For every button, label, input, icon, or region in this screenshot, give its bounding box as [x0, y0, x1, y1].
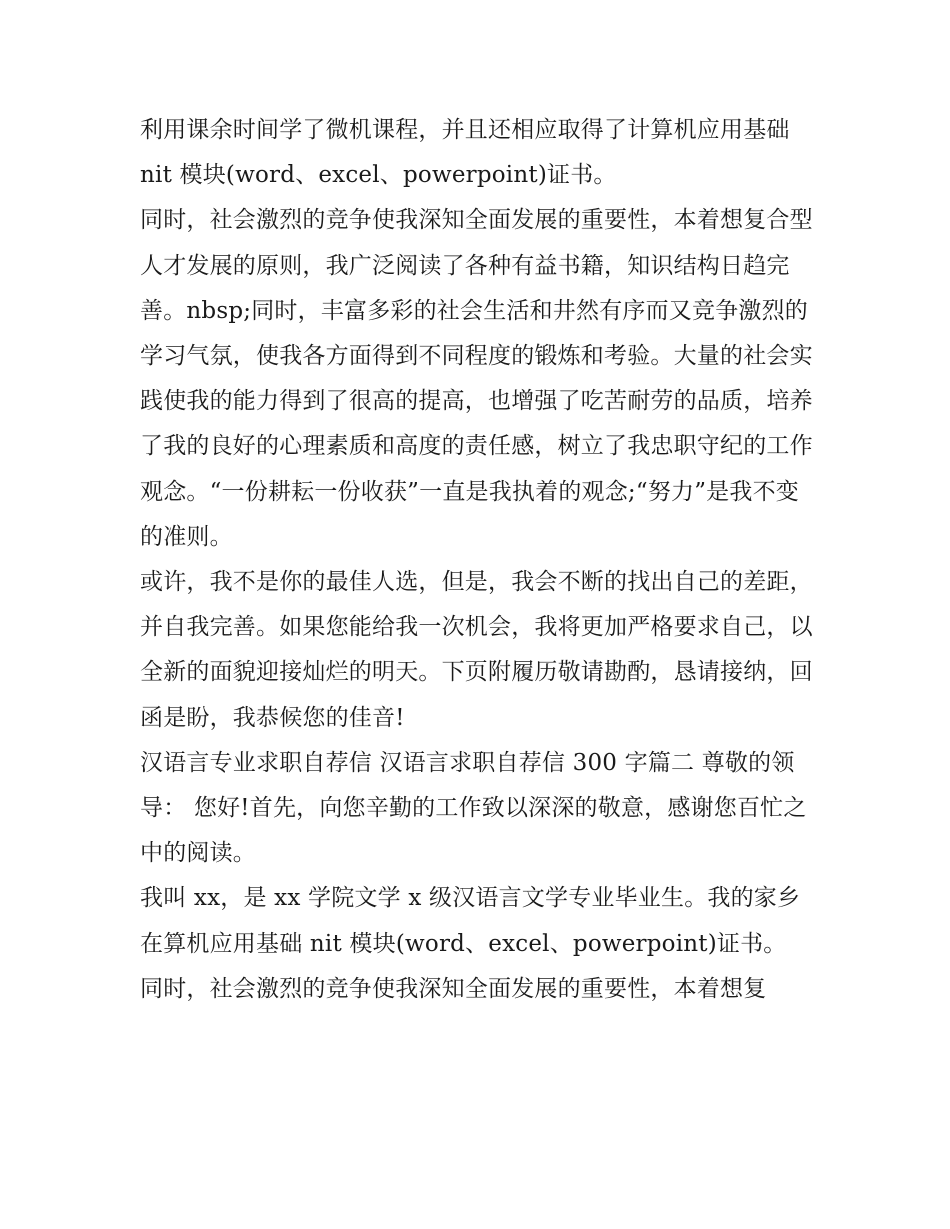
paragraph-4: 汉语言专业求职自荐信 汉语言求职自荐信 300 字篇二 尊敬的领导： 您好!首先，向您辛勤的工作致以深深的敬意，感谢您百忙之中的阅读。	[140, 749, 807, 867]
document-body	[140, 108, 820, 1012]
paragraph-6: 同时，社会激烈的竞争使我深知全面发展的重要性，本着想复	[140, 975, 767, 1002]
paragraph-5: 我叫 xx，是 xx 学院文学 x 级汉语言文学专业毕业生。我的家乡在算机应用基础 nit 模块(word、excel、powerpoint)证书。	[140, 885, 801, 957]
paragraph-2: 同时，社会激烈的竞争使我深知全面发展的重要性，本着想复合型人才发展的原则，我广泛阅读了各种有益书籍，知识结构日趋完善。nbsp;同时，丰富多彩的社会生活和井然有序而又竞争激烈的学习气氛，使我各方面得到不同程度的锻炼和考验。大量的社会实践使我的能力得到了很高的提高，也增强了吃苦耐劳的品质，培养了我的良好的心理素质和高度的责任感，树立了我忠职守纪的工作观念。“一份耕耘一份收获”一直是我执着的观念;“努力”是我不变的准则。	[140, 207, 813, 550]
paragraph-1: 利用课余时间学了微机课程，并且还相应取得了计算机应用基础 nit 模块(word、excel、powerpoint)证书。	[140, 117, 790, 189]
paragraph-3: 或许，我不是你的最佳人选，但是，我会不断的找出自己的差距，并自我完善。如果您能给我一次机会，我将更加严格要求自己，以全新的面貌迎接灿烂的明天。下页附履历敬请勘酌，恳请接纳，回函是盼，我恭候您的佳音!	[140, 569, 813, 731]
